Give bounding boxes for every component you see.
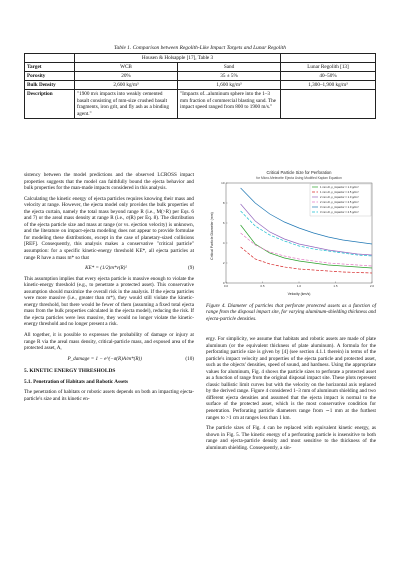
legend-label: 1 mm Al, ρ_impactor = 2.5 g/cm³	[320, 191, 359, 194]
equation-9	[24, 265, 194, 272]
table-cell: 2,600 kg/m³	[75, 81, 178, 90]
table-cell: 20%	[75, 72, 178, 81]
x-axis-label: Velocity (km/s)	[287, 292, 311, 296]
table-row	[25, 81, 376, 90]
x-tick-label: 2.0	[369, 284, 375, 288]
table-group-spacer-right	[281, 54, 376, 63]
table-header-cell: Sand	[178, 63, 281, 72]
figure-caption: Figure 4. Diameter of particles that perforate protected assets as a function of range from the disposal impact site, for varying aluminum-shielding thickness and ejecta-particle densities.	[206, 303, 376, 322]
row-label: Description	[25, 90, 75, 119]
table-group-header: Housen & Holsapple [17], Table 3	[75, 54, 281, 63]
y-tick-label: 10	[221, 181, 225, 185]
left-column	[24, 172, 194, 406]
y-tick-label: 4	[222, 241, 225, 245]
plot-area	[221, 181, 374, 288]
y-tick-label: 8	[222, 201, 225, 205]
equation-number: (9)	[188, 265, 194, 272]
paragraph: All together, it is possible to expresses the probability of damage or injury at range R via the areal mass density, critical-particle mass, and exposed area of the protected asset, A,	[24, 332, 194, 352]
table-cell: 35 ± 5%	[178, 72, 281, 81]
right-column	[206, 336, 376, 455]
figure-4-chart	[206, 168, 376, 298]
paragraph: ergy. For simplicity, we assume that habitats and robotic assets are made of plate aluminum (or the equivalent thickness of plate aluminum). A formula for the perforating particle size is given by [4] (see section 4.1.1 therein) in terms of the particle's impact velocity and properties of the ejecta particle and protected asset, such as the objects' densities, speed of sound, and hardness. Using the appropriate values for aluminum, Fig. 4 shows the particle sizes to perforate a protected asset as a function of range from the original disposal impact site. These plots represent classic ballistic limit curves but with the velocity on the horizontal axis replaced by the derived range. Figure 4 considered 1–3 mm of aluminum shielding and two different ejecta densities and assumed that the ejecta impact is normal to the surface of the protected asset, which is the most conservative condition for penetration. Perforating particle diameters range from ∼1 mm at the furthest ranges to >1 cm at ranges less than 1 km.	[206, 336, 376, 421]
x-tick-label: 0.5	[260, 284, 265, 288]
legend-label: 2 mm Al, ρ_impactor = 1.0 g/cm³	[320, 196, 359, 199]
row-label: Bulk Density	[25, 81, 75, 90]
equation-formula: KE* = (1/2)m*v(R)²	[85, 265, 127, 272]
y-tick-label: 0	[222, 281, 225, 285]
table-header-row	[25, 63, 376, 72]
row-label: Porosity	[25, 72, 75, 81]
paragraph: sistency between the model predictions and the observed LCROSS impact properties suggests that the model can faithfully bound the ejecta behavior and bulk properties for the man-made impacts considered in this analysis.	[24, 172, 194, 192]
chart-subtitle: for Micro-Meteorite Ejecta Using Modified Kaplan Equation	[256, 176, 342, 180]
paragraph: The particle sizes of Fig. 4 can be replaced with equivalent kinetic energy, as shown in Fig. 5. The kinetic energy of a perforating particle is insensitive to both range and ejecta-particle density and most sensitive to the thickness of the aluminum shielding. Consequently, a sin-	[206, 425, 376, 451]
comparison-table	[24, 53, 376, 119]
table-caption: Table 1. Comparison between Regolith-Like Impact Targets and Lunar Regolith	[114, 45, 286, 51]
x-tick-label: 1.0	[296, 284, 302, 288]
paragraph: Calculating the kinetic energy of ejecta particles requires knowing their mass and velocity at range. However, the ejecta model only provides the bulk properties of the ejecta curtain, namely the total mass beyond range R (i.e., M(>R) per Eqs. 6 and 7) or the areal mass density at range R (i.e., σ(R) per Eq. 8). The distribution of the ejecta particle size and mass at range (or vs. ejection velocity) is unknown, and the literature on impact-ejecta modeling does not appear to provide formulae for modeling these distributions, except in the case of planetary-sized collisions [REF]. Consequently, this analysis makes a conservative "critical particle" assumption: for a specific kinetic-energy threshold KE*, all ejecta particles at range R have a mass m* so that	[24, 195, 194, 261]
table-header-cell: Target	[25, 63, 75, 72]
equation-10	[24, 356, 194, 363]
section-heading: 5. KINETIC ENERGY THRESHOLDS	[24, 368, 116, 375]
legend-label: 1 mm Al, ρ_impactor = 1.0 g/cm³	[320, 186, 359, 189]
y-tick-label: 6	[222, 221, 225, 225]
legend-label: 2 mm Al, ρ_impactor = 2.5 g/cm³	[320, 201, 359, 204]
x-tick-label: 1.5	[333, 284, 338, 288]
table-header-cell: Lunar Regolith [13]	[281, 63, 376, 72]
table-cell: 40–50%	[281, 72, 376, 81]
paragraph: This assumption implies that every ejecta particle is massive enough to violate the kinetic-energy threshold (e.g., to penetrate a protected asset). This conservative assumption should maximize the overall risk in the analysis. If the ejecta particles were more massive (i.e., greater than m*), they would still violate the kinetic-energy threshold, but there would be fewer of them (assuming a fixed total ejecta mass from the bulk properties calculated in the ejecta model), reducing the risk. If the ejecta particles were less massive, they would no longer violate the kinetic-energy threshold and no longer present a risk.	[24, 275, 194, 328]
table-group-spacer	[25, 54, 75, 63]
subsection-heading: 5.1. Penetration of Habitats and Robotic Assets	[24, 378, 129, 385]
table-cell: 1,600 kg/m³	[178, 81, 281, 90]
y-tick-label: 2	[222, 261, 225, 265]
table-row	[25, 90, 376, 119]
legend-label: 3 mm Al, ρ_impactor = 1.0 g/cm³	[320, 206, 359, 209]
equation-number: (10)	[185, 355, 194, 362]
chart-title: Critical Particle Size for Perforation	[266, 170, 332, 175]
table-group-row	[25, 54, 376, 63]
table-cell: "1900 m/s impacts into weakly cemented basalt consisting of mm-size crushed basalt fragments, iron grit, and fly ash as a binding agent."	[75, 90, 178, 119]
x-tick-label: 0.0	[223, 284, 229, 288]
legend-label: 3 mm Al, ρ_impactor = 2.5 g/cm³	[320, 211, 359, 214]
table-header-cell: WCB	[75, 63, 178, 72]
equation-formula: P_damage = 1 − e^(−σ(R)A/m*(R))	[67, 355, 142, 362]
table-cell: "Impacts of...aluminum sphere into the 1–3 mm fraction of commercial blasting sand. The impact speed ranged from 800 to 1900 m/s."	[178, 90, 281, 119]
table-cell	[281, 90, 376, 119]
table-cell: 1,300–1,900 kg/m³	[281, 81, 376, 90]
paragraph: The penetration of habitats or robotic assets depends on both an impacting ejecta-particle's size and its kinetic en-	[24, 389, 194, 402]
table-row	[25, 72, 376, 81]
y-axis-label: Critical Particle Diameter (mm)	[210, 212, 214, 260]
